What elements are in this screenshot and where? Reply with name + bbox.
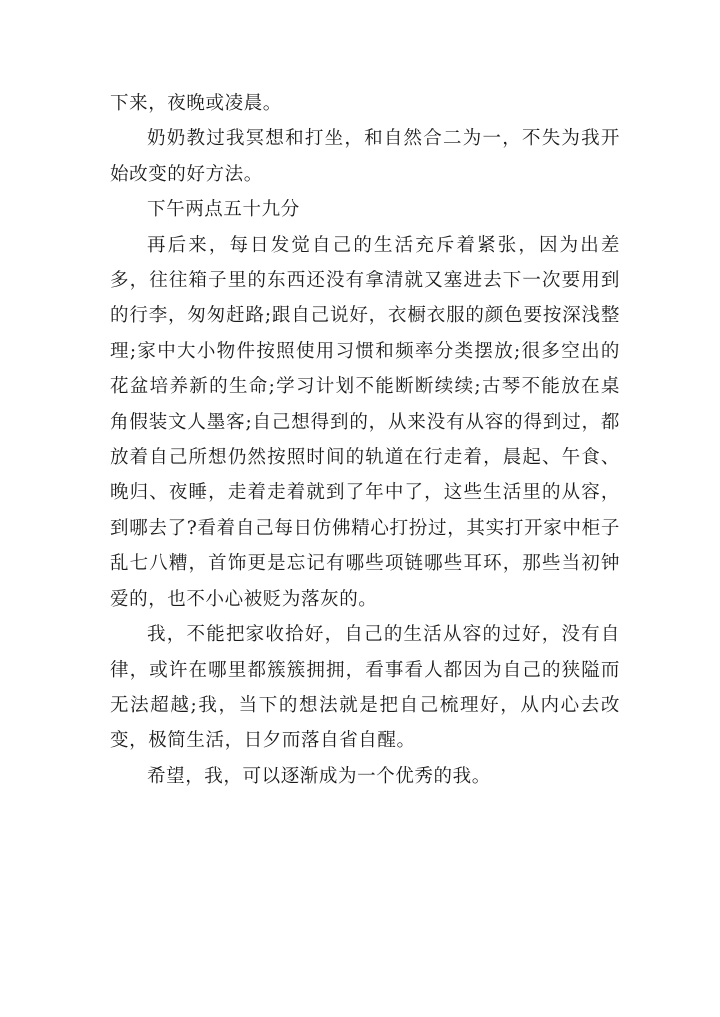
paragraph-meditation: 奶奶教过我冥想和打坐，和自然合二为一，不失为我开始改变的好方法。 xyxy=(110,128,620,185)
paragraph-self-discipline: 我，不能把家收拾好，自己的生活从容的过好，没有自律，或许在哪里都簇簇拥拥，看事看人都因为自己的狭隘而无法超越;我，当下的想法就是把自己梳理好，从内心去改变，极简生活，日夕而落自省自醒。 xyxy=(110,624,620,752)
paragraph-hope: 希望，我，可以逐渐成为一个优秀的我。 xyxy=(147,765,491,787)
paragraph-busy-life: 再后来，每日发觉自己的生活充斥着紧张，因为出差多，往往箱子里的东西还没有拿清就又塞进去下一次要用到的行李，匆匆赶路;跟自己说好，衣橱衣服的颜色要按深浅整理;家中大小物件按照使用习惯和频率分类摆放;很多空出的花盆培养新的生命;学习计划不能断断续续;古琴不能放在桌角假装文人墨客;自己想得到的，从来没有从容的得到过，都放着自己所想仍然按照时间的轨道在行走着，晨起、午食、晚归、夜睡，走着走着就到了年中了，这些生活里的从容，到哪去了?看着自己每日仿佛精心打扮过，其实打开家中柜子乱七八糟，首饰更是忘记有哪些项链哪些耳环，那些当初钟爱的，也不小心被贬为落灰的。 xyxy=(110,234,620,610)
document-body xyxy=(110,86,620,794)
paragraph-continuation: 下来，夜晚或凌晨。 xyxy=(110,93,282,114)
paragraph-time-heading: 下午两点五十九分 xyxy=(147,199,300,221)
